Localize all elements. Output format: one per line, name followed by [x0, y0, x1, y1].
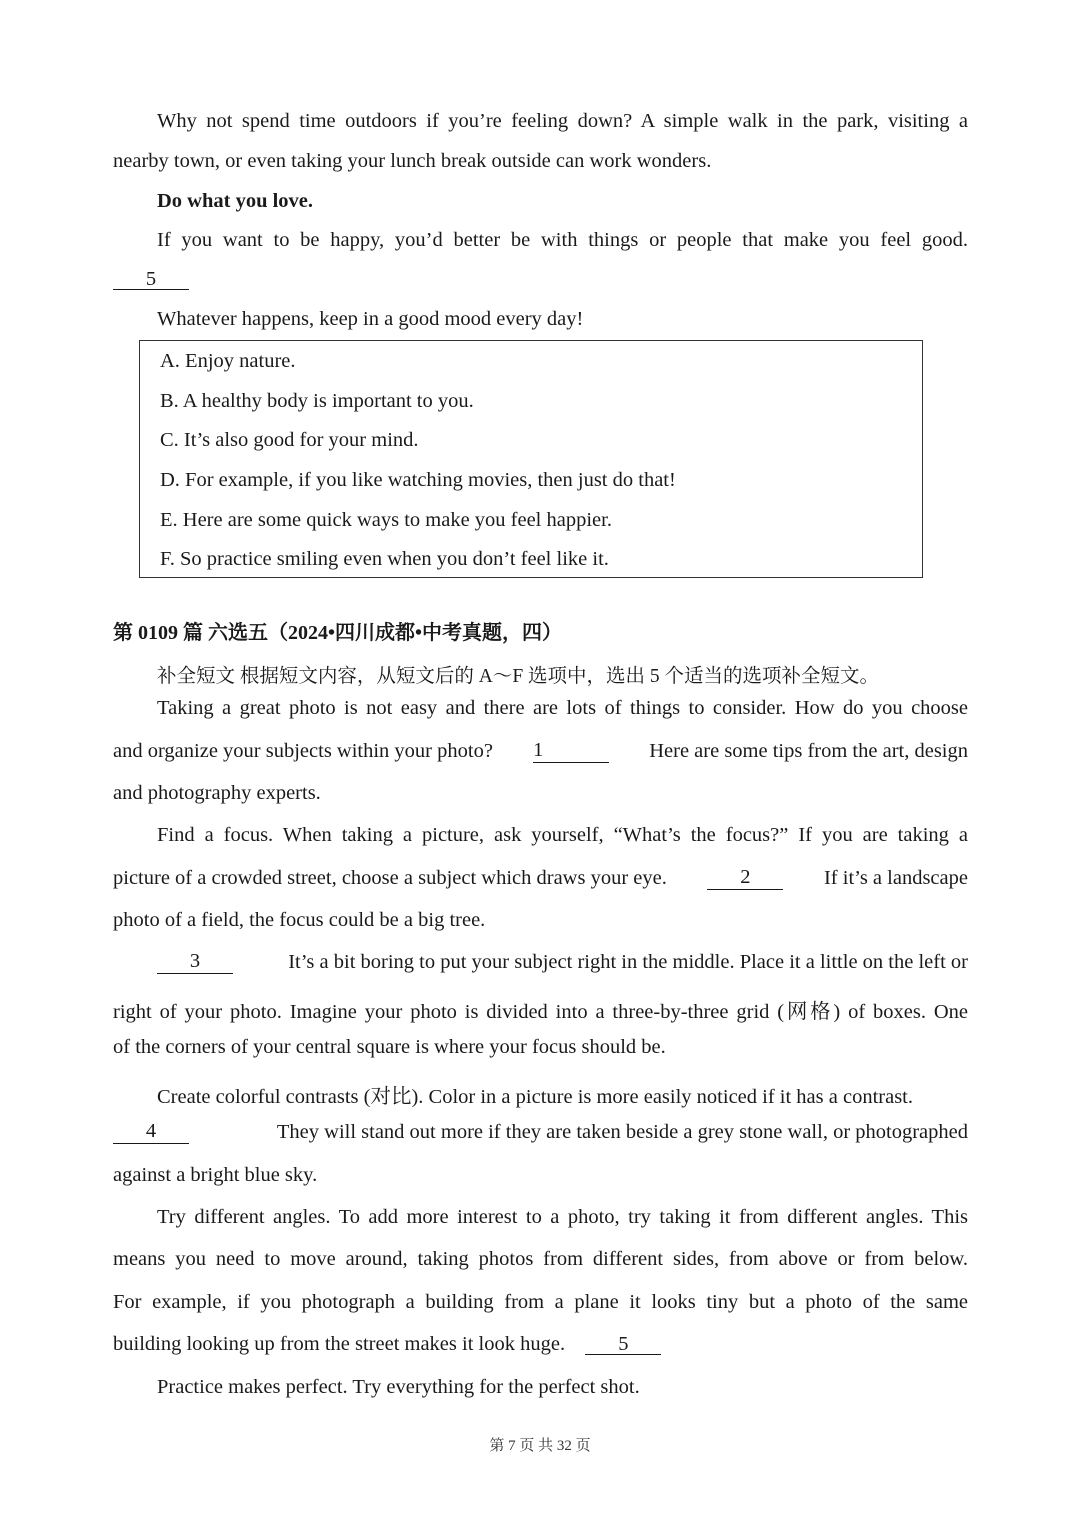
option-c: C. It’s also good for your mind.	[160, 429, 419, 451]
option-b: B. A healthy body is important to you.	[160, 390, 474, 412]
answer-blank	[113, 268, 189, 291]
option-d: D. For example, if you like watching movies, then just do that!	[160, 469, 676, 491]
section-heading: Do what you love.	[157, 190, 314, 212]
paragraph-line: Practice makes perfect. Try everything for the perfect shot.	[157, 1376, 640, 1398]
paragraph-line: Create colorful contrasts (对比). Color in a picture is more easily noticed if it has a contrast.	[157, 1086, 913, 1108]
paragraph-line: Why not spend time outdoors if you’re feeling down? A simple walk in the park, visiting a	[157, 110, 968, 132]
paragraph-line	[157, 951, 968, 974]
blank-3: 3	[157, 951, 233, 974]
paragraph-line	[113, 867, 968, 890]
paragraph-line: of the corners of your central square is where your focus should be.	[113, 1036, 666, 1058]
option-e: E. Here are some quick ways to make you feel happier.	[160, 509, 612, 531]
blank-4: 4	[113, 1121, 189, 1144]
blank-1: 1	[533, 740, 609, 763]
paragraph-line: against a bright blue sky.	[113, 1164, 318, 1186]
paragraph-line: means you need to move around, taking photos from different sides, from above or from below.	[113, 1248, 968, 1270]
paragraph-line: photo of a field, the focus could be a big tree.	[113, 909, 486, 931]
blank-5: 5	[585, 1334, 661, 1355]
paragraph-line	[113, 1121, 968, 1144]
text-segment: If it’s a landscape	[823, 867, 968, 889]
instruction: 补全短文 根据短文内容，从短文后的 A～F 选项中，选出 5 个适当的选项补全短文。	[157, 666, 880, 687]
paragraph-line: Whatever happens, keep in a good mood every day!	[157, 308, 584, 330]
options-box	[139, 340, 923, 578]
section-title: 第 0109 篇 六选五（2024•四川成都•中考真题，四）	[113, 622, 563, 644]
paragraph-line	[113, 1333, 661, 1356]
text-segment: Here are some tips from the art, design	[649, 740, 968, 762]
paragraph-line	[113, 740, 968, 763]
paragraph-line: Find a focus. When taking a picture, ask yourself, “What’s the focus?” If you are taking a	[157, 824, 968, 846]
paragraph-line: and photography experts.	[113, 782, 321, 804]
paragraph-line: Try different angles. To add more interest to a photo, try taking it from different angles. This	[157, 1206, 968, 1228]
text-segment: building looking up from the street makes it look huge.	[113, 1333, 566, 1355]
blank-5: 5	[113, 269, 189, 290]
paragraph-line: right of your photo. Imagine your photo is divided into a three-by-three grid (网格) of boxes. One	[113, 1001, 968, 1023]
paragraph-line: For example, if you photograph a building from a plane it looks tiny but a photo of the same	[113, 1291, 968, 1313]
text-segment: They will stand out more if they are taken beside a grey stone wall, or photographed	[276, 1121, 968, 1143]
text-segment: and organize your subjects within your photo?	[113, 740, 493, 762]
option-f: F. So practice smiling even when you don’t feel like it.	[160, 548, 609, 570]
option-a: A. Enjoy nature.	[160, 350, 296, 372]
text-segment: It’s a bit boring to put your subject right in the middle. Place it a little on the left or	[288, 951, 968, 973]
blank-2: 2	[707, 867, 783, 890]
page-footer: 第 7 页 共 32 页	[489, 1438, 591, 1454]
text-segment: picture of a crowded street, choose a subject which draws your eye.	[113, 867, 667, 889]
paragraph-line: Taking a great photo is not easy and there are lots of things to consider. How do you choose	[157, 697, 968, 719]
paragraph-line: nearby town, or even taking your lunch break outside can work wonders.	[113, 150, 712, 172]
paragraph-line: If you want to be happy, you’d better be with things or people that make you feel good.	[157, 229, 968, 251]
